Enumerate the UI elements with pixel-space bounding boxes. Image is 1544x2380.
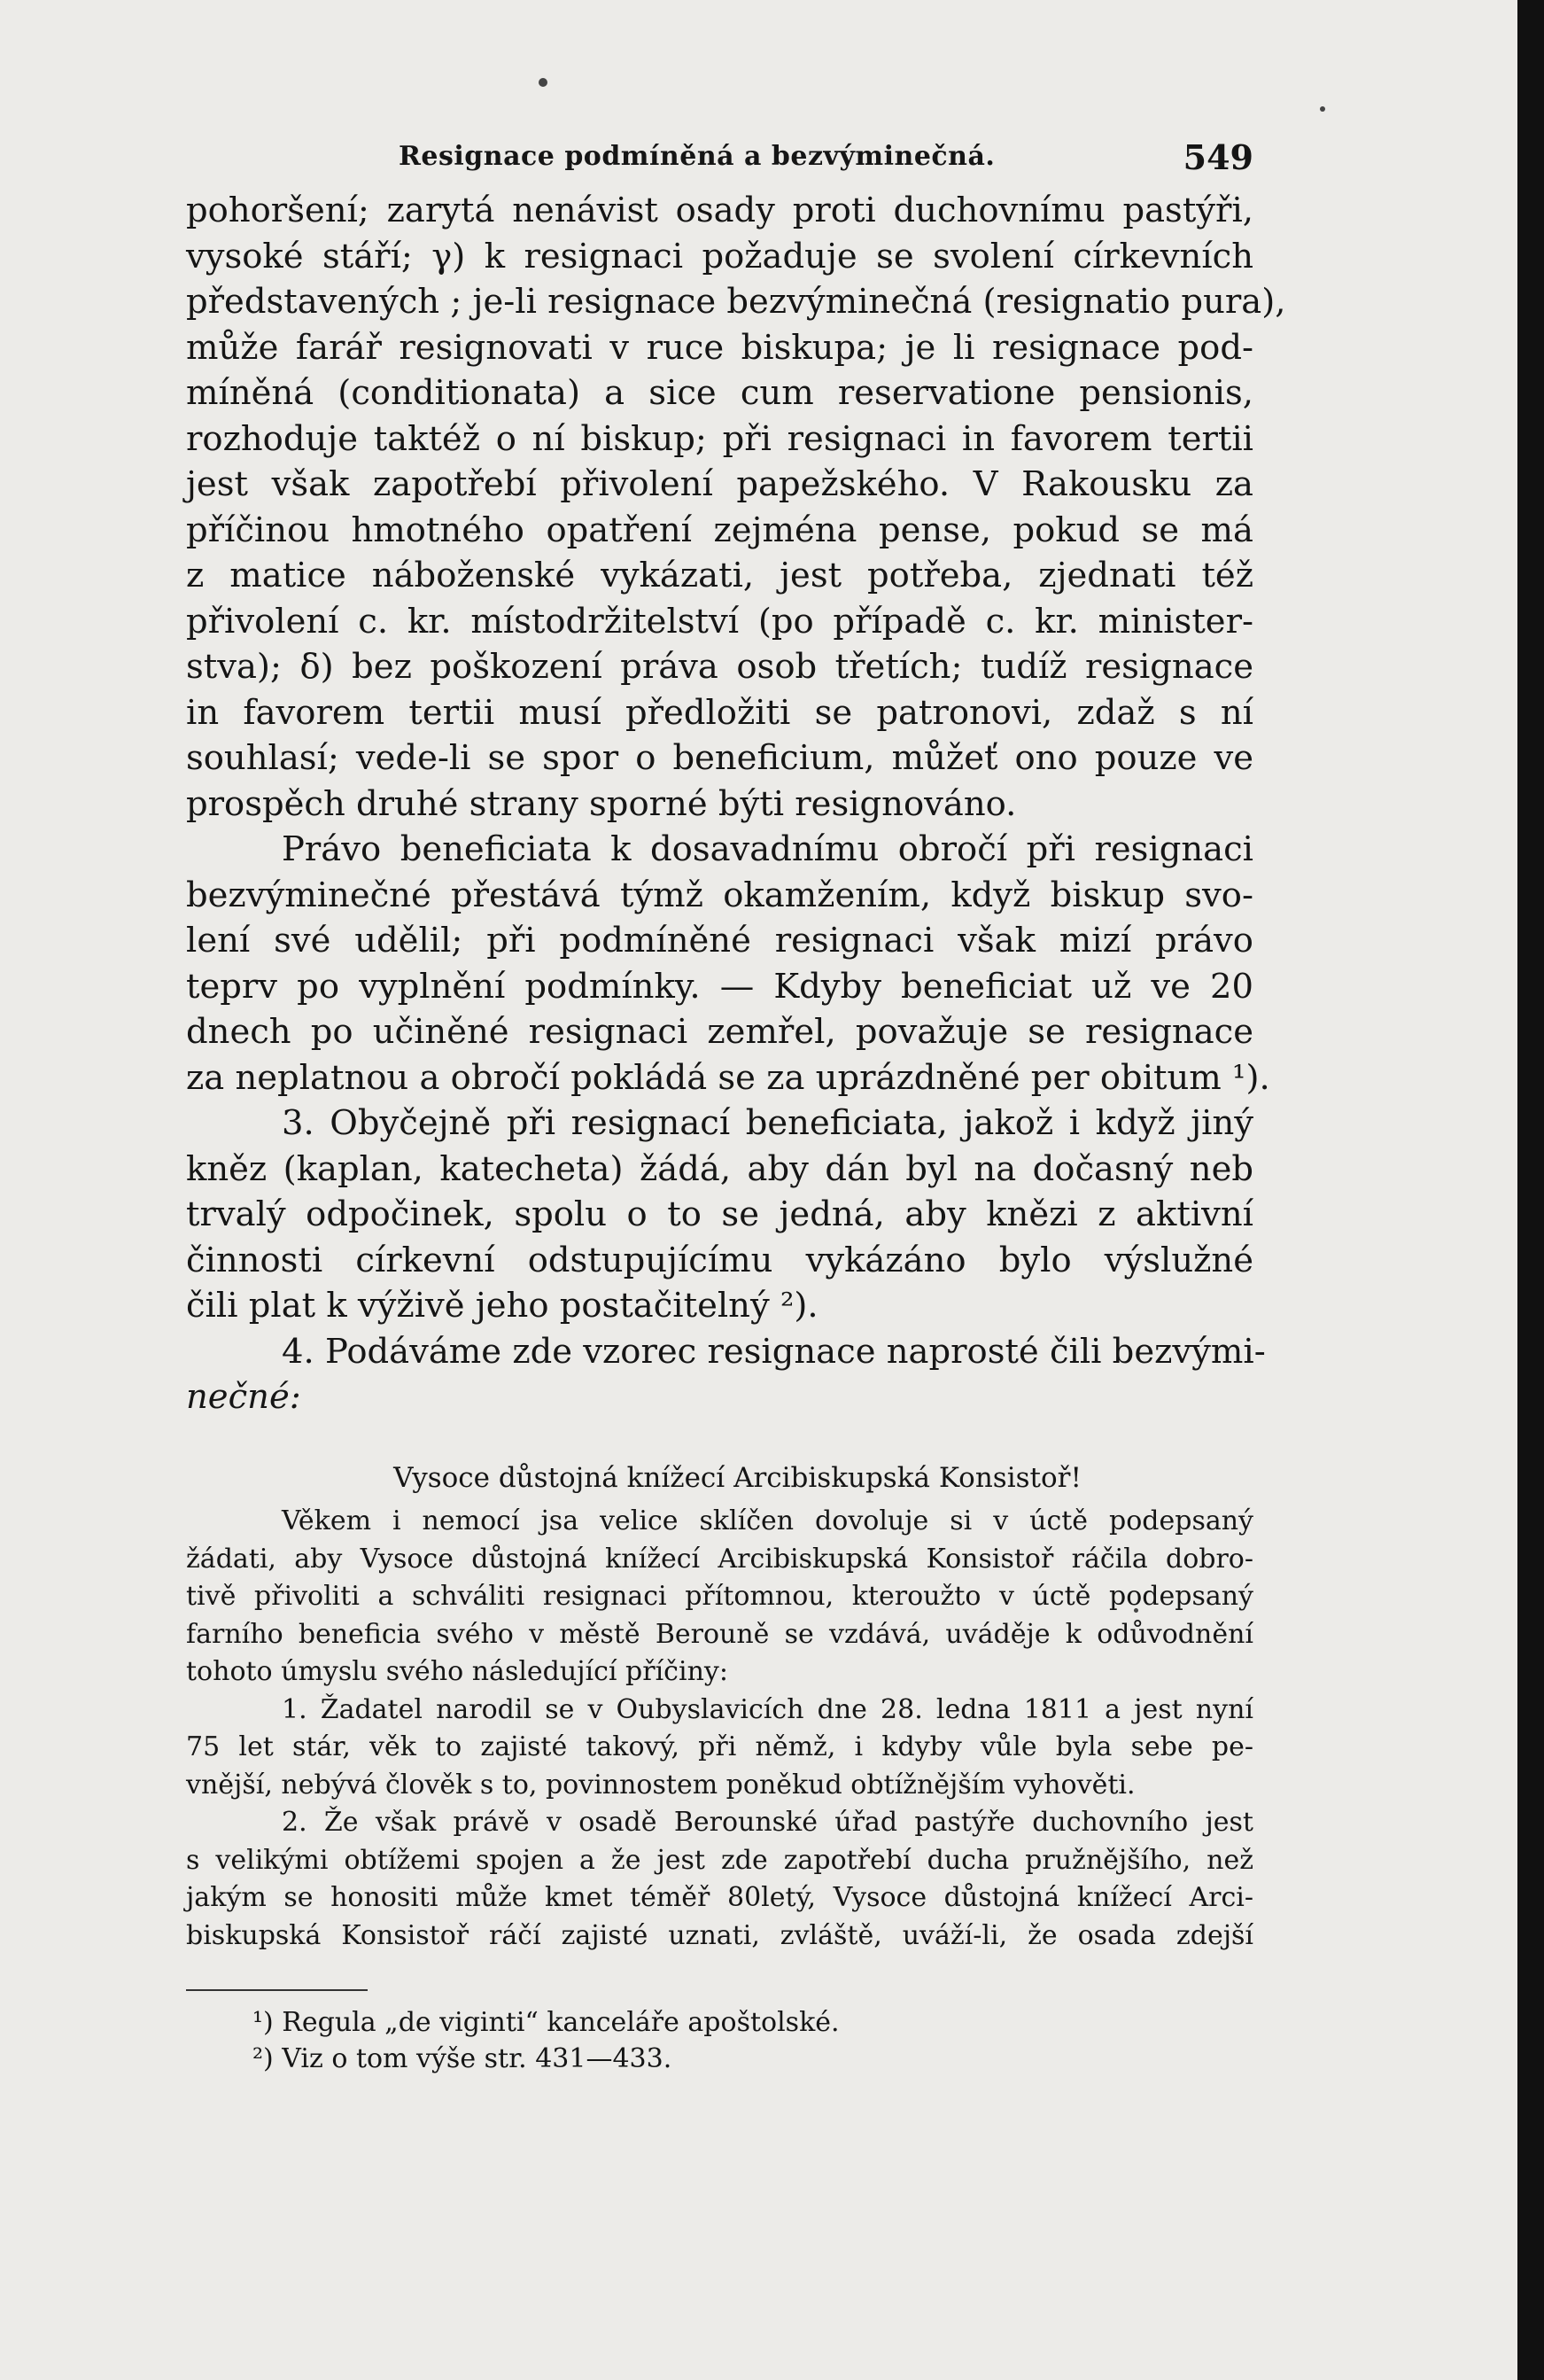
text-line: Právo beneficiata k dosavadnímu obročí při resignaci bbox=[282, 829, 1253, 869]
letter-line: vnější, nebývá člověk s to, povinnostem poněkud obtížnějším vyhověti. bbox=[186, 1769, 1136, 1801]
letter-line: 2. Že však právě v osadě Berounské úřad pastýře duchovního jest bbox=[282, 1807, 1253, 1838]
text-line: příčinou hmotného opatření zejména pense, pokud se má bbox=[186, 509, 1253, 550]
text-line: jest však zapotřebí přivolení papežského. V Rakousku za bbox=[186, 464, 1253, 504]
text-line: trvalý odpočinek, spolu o to se jedná, aby knězi z aktivní bbox=[186, 1194, 1253, 1234]
footnote: ¹) Regula „de viginti“ kanceláře apoštolské. bbox=[252, 2007, 840, 2038]
letter-line: žádati, aby Vysoce důstojná knížecí Arcibiskupská Konsistoř ráčila dobro- bbox=[186, 1543, 1253, 1575]
text-line: dnech po učiněné resignaci zemřel, považuje se resignace bbox=[186, 1012, 1253, 1052]
text-line: nečné: bbox=[186, 1377, 301, 1417]
letter-line: biskupská Konsistoř ráčí zajisté uznati, zvláště, uváží-li, že osada zdejší bbox=[186, 1919, 1253, 1951]
text-line: představených ; je-li resignace bezvýminečná (resignatio pura), bbox=[186, 282, 1286, 322]
main-text bbox=[186, 188, 1286, 1420]
text-line: stva); δ) bez poškození práva osob třetích; tudíž resignace bbox=[186, 647, 1253, 687]
text-line: vysoké stáří; γ) k resignaci požaduje se svolení církevních bbox=[186, 236, 1253, 276]
text-line: bezvýminečné přestává týmž okamžením, když biskup svo- bbox=[186, 875, 1253, 915]
footnotes bbox=[252, 2004, 1227, 2077]
page-number: 549 bbox=[1183, 137, 1253, 177]
running-header bbox=[186, 137, 1253, 180]
resignation-letter bbox=[186, 1453, 1253, 1955]
letter-line: jakým se honositi může kmet téměř 80letý, Vysoce důstojná knížecí Arci- bbox=[186, 1882, 1253, 1913]
letter-line: 75 let stár, věk to zajisté takový, při němž, i kdyby vůle byla sebe pe- bbox=[186, 1731, 1253, 1762]
text-line: souhlasí; vede-li se spor o beneficium, můžeť ono pouze ve bbox=[186, 738, 1253, 778]
text-line: z matice náboženské vykázati, jest potřeba, zjednati též bbox=[186, 556, 1253, 595]
text-line: činnosti církevní odstupujícímu vykázáno bylo výslužné bbox=[186, 1240, 1253, 1280]
text-line: kněz (kaplan, katecheta) žádá, aby dán byl na dočasný neb bbox=[186, 1148, 1253, 1189]
scan-edge bbox=[1517, 0, 1544, 2380]
letter-heading: Vysoce důstojná knížecí Arcibiskupská Konsistoř! bbox=[393, 1462, 1082, 1494]
text-line: teprv po vyplnění podmínky. — Kdyby beneficiat už ve 20 bbox=[186, 966, 1253, 1007]
header-title: Resignace podmíněná a bezvýminečná. bbox=[399, 141, 996, 172]
text-line: míněná (conditionata) a sice cum reservatione pensionis, bbox=[186, 373, 1253, 413]
letter-line: Věkem i nemocí jsa velice sklíčen dovoluje si v úctě podepsaný bbox=[282, 1505, 1253, 1536]
scan-speck bbox=[1320, 106, 1325, 112]
letter-line: s velikými obtížemi spojen a že jest zde zapotřebí ducha pružnějšího, než bbox=[186, 1844, 1253, 1876]
text-line: může farář resignovati v ruce biskupa; je li resignace pod- bbox=[186, 327, 1253, 368]
letter-line: tivě přivoliti a schváliti resignaci přítomnou, kteroužto v úctě podepsaný bbox=[186, 1581, 1253, 1612]
text-line: přivolení c. kr. místodržitelství (po případě c. kr. minister- bbox=[186, 601, 1253, 642]
text-line: 4. Podáváme zde vzorec resignace naprosté čili bezvými- bbox=[282, 1331, 1266, 1372]
footnote-divider bbox=[186, 1989, 368, 1991]
text-line: lení své udělil; při podmíněné resignaci však mizí právo bbox=[186, 921, 1253, 961]
text-line: čili plat k výživě jeho postačitelný ²). bbox=[186, 1286, 819, 1326]
scan-speck bbox=[539, 78, 547, 87]
text-line: prospěch druhé strany sporné býti resignováno. bbox=[186, 783, 1017, 824]
text-line: pohoršení; zarytá nenávist osady proti duchovnímu pastýři, bbox=[186, 191, 1253, 230]
text-line: 3. Obyčejně při resignací beneficiata, jakož i když jiný bbox=[282, 1103, 1253, 1143]
footnote: ²) Viz o tom výše str. 431—433. bbox=[252, 2043, 672, 2074]
letter-line: tohoto úmyslu svého následující příčiny: bbox=[186, 1656, 728, 1687]
letter-line: farního beneficia svého v městě Berouně se vzdává, uváděje k odůvodnění bbox=[186, 1618, 1253, 1650]
text-line: za neplatnou a obročí pokládá se za uprázdněné per obitum ¹). bbox=[186, 1057, 1270, 1098]
text-line: rozhoduje taktéž o ní biskup; při resignaci in favorem tertii bbox=[186, 418, 1253, 459]
letter-line: 1. Žadatel narodil se v Oubyslavicích dne 28. ledna 1811 a jest nyní bbox=[282, 1693, 1253, 1725]
text-line: in favorem tertii musí předložiti se patronovi, zdaž s ní bbox=[186, 692, 1253, 733]
